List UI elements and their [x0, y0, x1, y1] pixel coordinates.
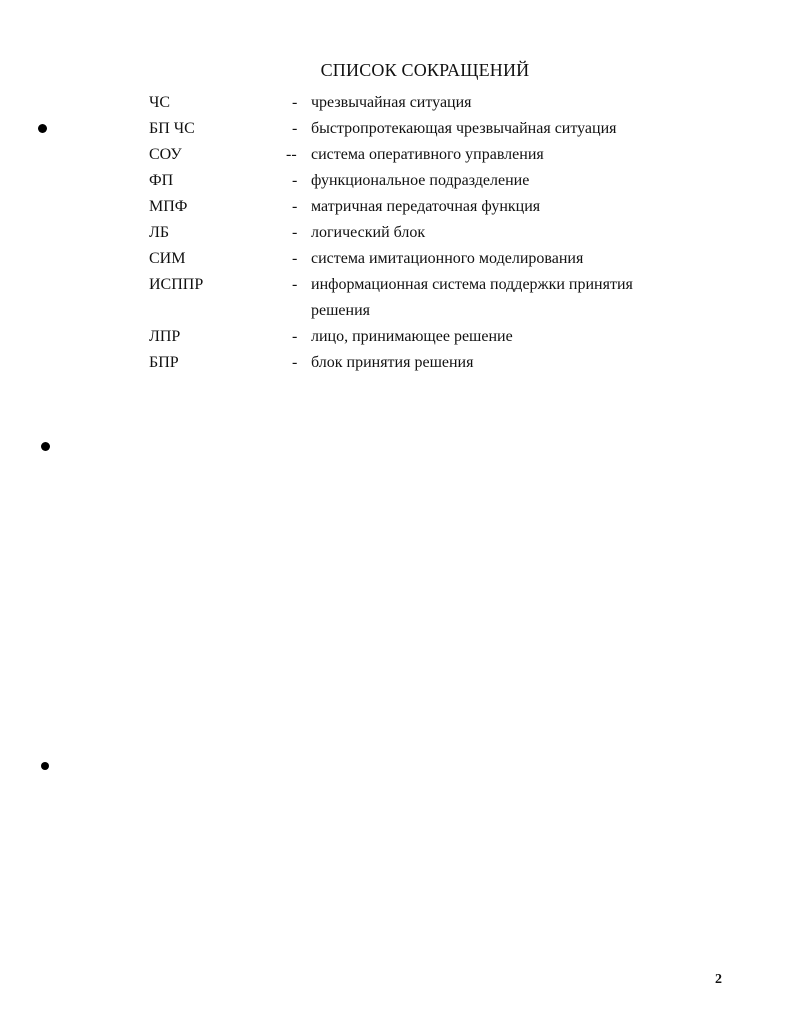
- abbreviation-dash: -: [292, 172, 298, 189]
- abbreviation-term: БПР: [149, 354, 179, 371]
- abbreviation-row: [149, 350, 709, 376]
- abbreviation-row: [149, 116, 709, 142]
- abbreviation-dash: -: [292, 276, 298, 293]
- abbreviation-definition: быстропротекающая чрезвычайная ситуация: [311, 120, 617, 137]
- abbreviation-row: [149, 168, 709, 194]
- abbreviation-dash: -: [292, 120, 298, 137]
- abbreviation-term: СИМ: [149, 250, 186, 267]
- abbreviation-row: [149, 194, 709, 220]
- abbreviation-definition: блок принятия решения: [311, 354, 474, 371]
- abbreviation-dash: -: [292, 224, 298, 241]
- abbreviation-row: [149, 324, 709, 350]
- abbreviation-term: ФП: [149, 172, 174, 189]
- abbreviation-definition: матричная передаточная функция: [311, 198, 541, 215]
- abbreviation-row: [149, 220, 709, 246]
- abbreviation-row: [149, 90, 709, 116]
- page-title: СПИСОК СОКРАЩЕНИЙ: [320, 60, 530, 80]
- punch-hole-mark: [41, 762, 49, 770]
- punch-hole-mark: [41, 442, 50, 451]
- punch-hole-mark: [38, 124, 47, 133]
- abbreviation-row: [149, 272, 709, 324]
- abbreviation-term: ЛБ: [149, 224, 170, 241]
- abbreviation-dash: -: [292, 328, 298, 345]
- abbreviation-term: СОУ: [149, 146, 182, 163]
- abbreviation-row: [149, 246, 709, 272]
- abbreviation-dash: -: [292, 250, 298, 267]
- abbreviation-dash: --: [286, 146, 297, 163]
- abbreviation-dash: -: [292, 354, 298, 371]
- abbreviation-definition: лицо, принимающее решение: [311, 328, 513, 345]
- abbreviation-term: МПФ: [149, 198, 188, 215]
- abbreviation-term: ЛПР: [149, 328, 181, 345]
- abbreviation-definition: информационная система поддержки принятия решения: [311, 276, 633, 319]
- abbreviation-term: БП ЧС: [149, 120, 195, 137]
- abbreviation-term: ЧС: [149, 94, 171, 111]
- abbreviation-definition: логический блок: [311, 224, 426, 241]
- abbreviation-definition: функциональное подразделение: [311, 172, 530, 189]
- abbreviation-dash: -: [292, 94, 298, 111]
- abbreviation-row: [149, 142, 709, 168]
- abbreviation-term: ИСППР: [149, 276, 204, 293]
- abbreviation-definition: система оперативного управления: [311, 146, 544, 163]
- abbreviation-dash: -: [292, 198, 298, 215]
- abbreviation-list: [149, 90, 709, 376]
- page-number: 2: [715, 972, 722, 987]
- abbreviation-definition: система имитационного моделирования: [311, 250, 584, 267]
- abbreviation-definition: чрезвычайная ситуация: [311, 94, 472, 111]
